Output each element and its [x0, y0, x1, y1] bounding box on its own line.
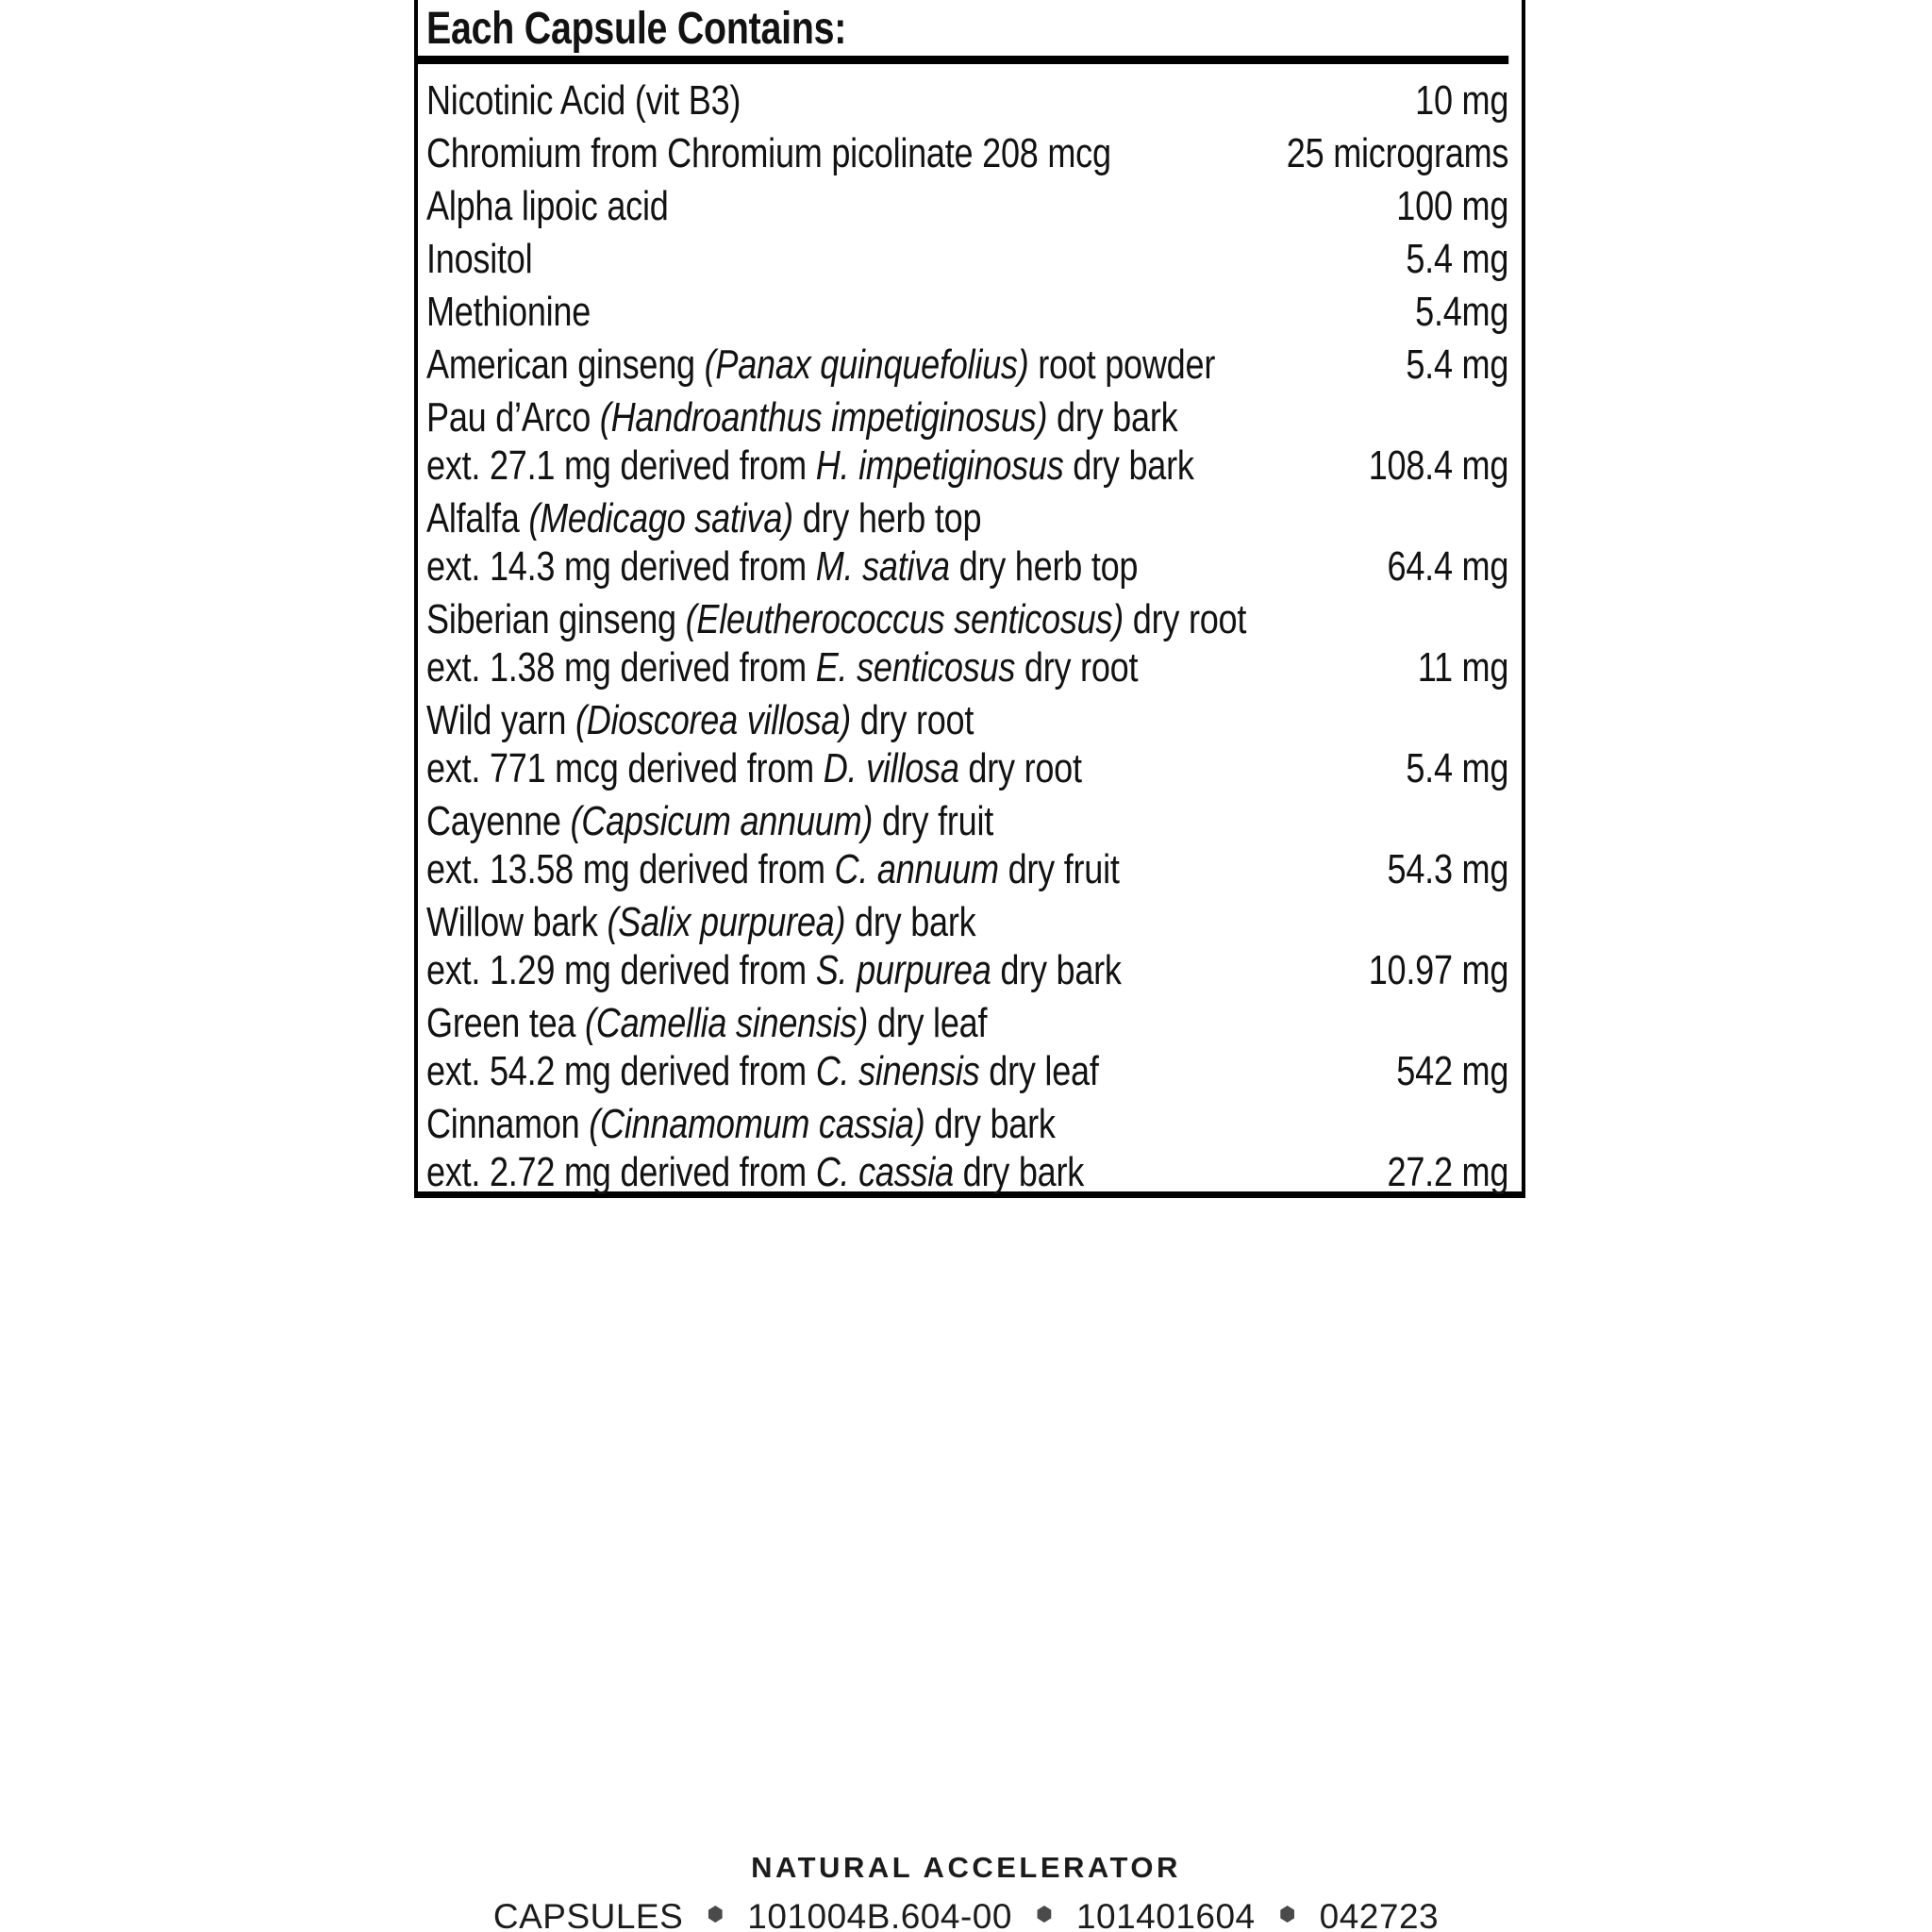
ingredient-row — [426, 288, 1508, 336]
ingredient-amount: 64.4 mg — [1387, 543, 1509, 590]
ingredient-name-line: Cinnamon (Cinnamomum cassia) dry bark — [426, 1101, 1056, 1147]
ingredient-name-line: ext. 771 mcg derived from D. villosa dry root — [426, 745, 1082, 791]
ingredient-name-line: ext. 13.58 mg derived from C. annuum dry fruit — [426, 846, 1120, 892]
ingredient-amount: 10 mg — [1415, 77, 1509, 124]
ingredient-amount: 542 mg — [1396, 1048, 1509, 1094]
panel-content — [426, 0, 1508, 1201]
ingredient-row — [426, 999, 1508, 1095]
ingredient-row — [426, 76, 1508, 125]
ingredient-name-line: ext. 54.2 mg derived from C. sinensis dry leaf — [426, 1048, 1099, 1094]
ingredient-name-line: Pau d’Arco (Handroanthus impetiginosus) dry bark — [426, 394, 1178, 441]
ingredient-name — [426, 696, 1082, 792]
ingredient-name — [426, 129, 1111, 177]
ingredient-amount: 100 mg — [1396, 183, 1509, 229]
ingredient-row — [426, 898, 1508, 994]
ingredient-amount: 54.3 mg — [1387, 846, 1509, 892]
header-rule — [418, 56, 1508, 64]
ingredient-name — [426, 182, 669, 230]
footer-code: CAPSULES — [492, 1897, 684, 1932]
ingredient-amount: 5.4 mg — [1406, 745, 1509, 791]
footer-code: 042723 — [1319, 1897, 1440, 1932]
ingredient-row — [426, 235, 1508, 283]
ingredient-row — [426, 341, 1508, 389]
ingredient-name-line: Willow bark (Salix purpurea) dry bark — [426, 899, 976, 945]
ingredient-name-line: Nicotinic Acid (vit B3) — [426, 77, 741, 124]
ingredient-name-line: American ginseng (Panax quinquefolius) root powder — [426, 341, 1216, 388]
ingredient-name-line: ext. 1.38 mg derived from E. senticosus dry root — [426, 644, 1139, 691]
ingredient-name — [426, 341, 1215, 389]
ingredient-name-line: ext. 27.1 mg derived from H. impetiginosus dry bark — [426, 442, 1194, 489]
ingredient-name-line: Cayenne (Capsicum annuum) dry fruit — [426, 798, 994, 844]
ingredient-row — [426, 797, 1508, 893]
ingredient-name-line: Chromium from Chromium picolinate 208 mcg — [426, 130, 1111, 176]
ingredient-amount: 108.4 mg — [1368, 442, 1509, 489]
ingredient-name — [426, 999, 1099, 1095]
ingredient-name — [426, 595, 1246, 691]
ingredient-row — [426, 595, 1508, 691]
ingredient-amount: 10.97 mg — [1368, 947, 1509, 993]
ingredient-name-line: Wild yarn (Dioscorea villosa) dry root — [426, 697, 974, 743]
ingredient-name-line: Inositol — [426, 236, 533, 282]
ingredient-row — [426, 1100, 1508, 1196]
product-name: NATURAL ACCELERATOR — [751, 1851, 1181, 1884]
footer-code: 101401604 — [1075, 1897, 1256, 1932]
ingredient-name-line: Alfalfa (Medicago sativa) dry herb top — [426, 495, 982, 541]
ingredient-name — [426, 797, 1120, 893]
ingredient-name-line: Green tea (Camellia sinensis) dry leaf — [426, 1000, 988, 1046]
ingredient-name-line: Siberian ginseng (Eleutherococcus senticosus) dry root — [426, 596, 1247, 642]
ingredient-amount: 11 mg — [1417, 644, 1509, 691]
footer-codes — [0, 1897, 1932, 1932]
ingredient-amount: 25 micrograms — [1286, 130, 1509, 176]
ingredient-row — [426, 182, 1508, 230]
ingredient-name — [426, 235, 532, 283]
ingredient-name-line: Methionine — [426, 289, 591, 335]
ingredient-name-line: ext. 14.3 mg derived from M. sativa dry herb top — [426, 543, 1139, 590]
ingredient-name-line: ext. 2.72 mg derived from C. cassia dry bark — [426, 1149, 1085, 1195]
ingredient-row — [426, 393, 1508, 490]
ingredient-name — [426, 288, 591, 336]
panel-title: Each Capsule Contains: — [426, 4, 847, 54]
ingredient-name — [426, 76, 741, 125]
ingredient-name-line: Alpha lipoic acid — [426, 183, 669, 229]
ingredient-name — [426, 1100, 1084, 1196]
ingredient-rows — [426, 64, 1508, 1196]
ingredient-name-line: ext. 1.29 mg derived from S. purpurea dry bark — [426, 947, 1122, 993]
ingredient-amount: 5.4 mg — [1406, 236, 1509, 282]
supplement-facts-panel — [414, 0, 1525, 1198]
ingredient-amount: 5.4mg — [1415, 289, 1509, 335]
hexagon-separator-icon — [708, 1906, 723, 1923]
hexagon-separator-icon — [1280, 1906, 1295, 1923]
ingredient-row — [426, 129, 1508, 177]
ingredient-amount: 27.2 mg — [1387, 1149, 1509, 1195]
ingredient-name — [426, 393, 1194, 490]
ingredient-row — [426, 696, 1508, 792]
hexagon-separator-icon — [1037, 1906, 1052, 1923]
ingredient-amount: 5.4 mg — [1406, 341, 1509, 388]
ingredient-name — [426, 898, 1122, 994]
ingredient-name — [426, 494, 1138, 591]
ingredient-row — [426, 494, 1508, 591]
footer-code: 101004B.604-00 — [747, 1897, 1012, 1932]
